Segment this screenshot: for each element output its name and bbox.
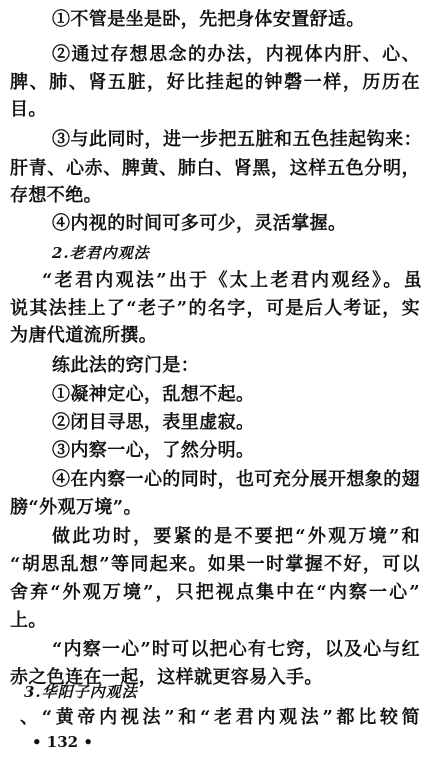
text-line: 、“黄帝内视法”和“老君内观法”都比较简 [20, 707, 420, 728]
text-line: 肝青、心赤、脾黄、肺白、肾黑，这样五色分明， [10, 158, 420, 179]
text-line: 膀“外观万境”。 [10, 497, 142, 518]
text-line: ②通过存想思念的办法，内视体内肝、心、 [52, 44, 420, 65]
text-line: 脾、肺、肾五脏，好比挂起的钟磬一样，历历在 [10, 72, 420, 93]
text-line: 上。 [10, 610, 47, 631]
page-number: • 132 • [32, 733, 93, 751]
text-line: 存想不绝。 [10, 185, 102, 206]
text-line: “老君内观法”出于《太上老君内观经》。虽 [42, 270, 422, 291]
text-line: ③内察一心，了然分明。 [52, 440, 255, 461]
text-line: ①不管是坐是卧，先把身体安置舒适。 [52, 9, 365, 30]
text-line: 练此法的窍门是： [52, 355, 200, 376]
text-line: 说其法挂上了“老子”的名字，可是后人考证，实 [10, 298, 420, 319]
text-line: 为唐代道流所撰。 [10, 325, 158, 346]
text-line: ④内视的时间可多可少，灵活掌握。 [52, 213, 347, 234]
text-line: 舍弃“外观万境”，只把视点集中在“内察一心” [10, 582, 420, 603]
text-line: 目。 [10, 99, 47, 120]
section-heading: 3.华阳子内观法 [24, 683, 138, 701]
text-line: ③与此同时，进一步把五脏和五色挂起钩来： [52, 129, 422, 150]
text-line: ②闭目寻思，表里虚寂。 [52, 412, 255, 433]
section-heading: 2.老君内观法 [52, 244, 150, 262]
text-line: ④在内察一心的同时，也可充分展开想象的翅 [52, 469, 420, 490]
text-line: 赤之色连在一起，这样就更容易入手。 [10, 667, 323, 688]
text-line: “内察一心”时可以把心有七窍，以及心与红 [52, 639, 420, 660]
text-line: “胡思乱想”等同起来。如果一时掌握不好，可以 [10, 554, 420, 575]
text-line: 做此功时，要紧的是不要把“外观万境”和 [52, 526, 420, 547]
text-line: ①凝神定心，乱想不起。 [52, 384, 255, 405]
